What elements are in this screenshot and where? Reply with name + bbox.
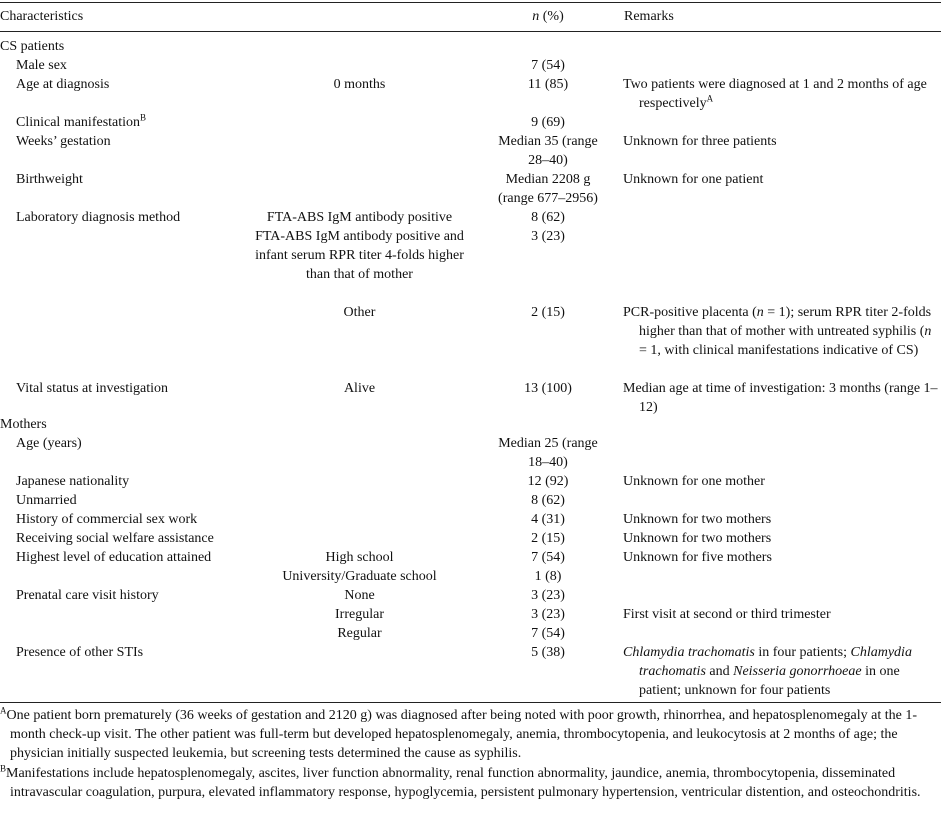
header-rule [0,31,941,32]
top-rule [0,2,941,3]
header-characteristics: Characteristics [0,9,84,24]
footnote-a: $^A$One patient born prematurely (36 weeks of gestation and 2120 g) was diagnosed after being noted with poor growth, rhinorrhea, and hepatosplenomegaly at the 1-month check-up visit. The other patient was full-term but developed hepatosplenomegaly, anemia, thrombocytopenia, and leukocytosis at 2 months of age; the physician initially suspected leukemia, but screening tests determined the cause as syphilis. [0,705,918,761]
table-page: Characteristics n (%) Remarks CS patients Male sex 7 (54) Age at diagnosis 0 months 11 (85) Two patients were diagnosed at 1 and 2 months of age respectively$^A$ Clinical manifestation$^B$ 9 (69) Weeks’ gestation Median 35 (range 28–40) Unknown for three patients Birthweight Median 2208 g (range 677–2956) Unknown for one patient Laboratory diagnosis method FTA-ABS IgM antibody positive 8 (62) FTA-ABS IgM antibody positive and infant serum RPR titer 4-folds higher than that of mother 3 (23) Other 2 (15) PCR-positive placenta (n = 1); serum RPR titer 2-folds higher than that of mother with untreated syphilis (n = 1, with clinical manifestations indicative of CS) Vital status at investigation Alive 13 (100) Median age at time of investigation: 3 months (range 1–12) Mothers Age (years) Median 25 (range 18–40) Japanese nationality 12 (92) Unknown for one mother Unmarried 8 (62) History of commercial sex work 4 (31) Unknown for two mothers Receiving social welfare assistance 2 (15) Unknown for two mothers Highest level of education attained High school 7 (54) Unknown for five mothers University/Graduate school 1 (8) Prenatal care visit history None 3 (23) Irregular 3 (23) First visit at second or third trimester Regular 7 (54) Presence of other STIs 5 (38) Chlamydia trachomatis in four patients; Chlamydia trachomatis and Neisseria gonorrhoeae in one patient; unknown for four patients $^A$One patient born prematurely (36 weeks of gestation and 2120 g) was diagnosed after being noted with poor growth, rhinorrhea, and hepatosplenomegaly at the 1-month check-up visit. The other patient was full-term but developed hepatosplenomegaly, anemia, thrombocytopenia, and leukocytosis at 2 months of age; the physician initially suspected leukemia, but screening tests determined the cause as syphilis. $^B$Manifestations include hepatosplenomegaly, ascites, liver function abnormality, renal function abnormality, jaundice, anemia, thrombocytopenia, disseminated intravascular coagulation, purpura, elevated inflammatory response, hypoglycemia, persistent pulmonary hypertension, ventricular distention, and osteochondritis. [0,0,941,821]
bottom-rule [0,702,941,703]
footnote-b: $^B$Manifestations include hepatosplenomegaly, ascites, liver function abnormality, renal function abnormality, jaundice, anemia, thrombocytopenia, disseminated intravascular coagulation, purpura, elevated inflammatory response, hypoglycemia, persistent pulmonary hypertension, ventricular distention, and osteochondritis. [0,763,921,800]
header-remarks: Remarks [624,9,674,24]
header-n-percent: n (%) [532,9,564,24]
